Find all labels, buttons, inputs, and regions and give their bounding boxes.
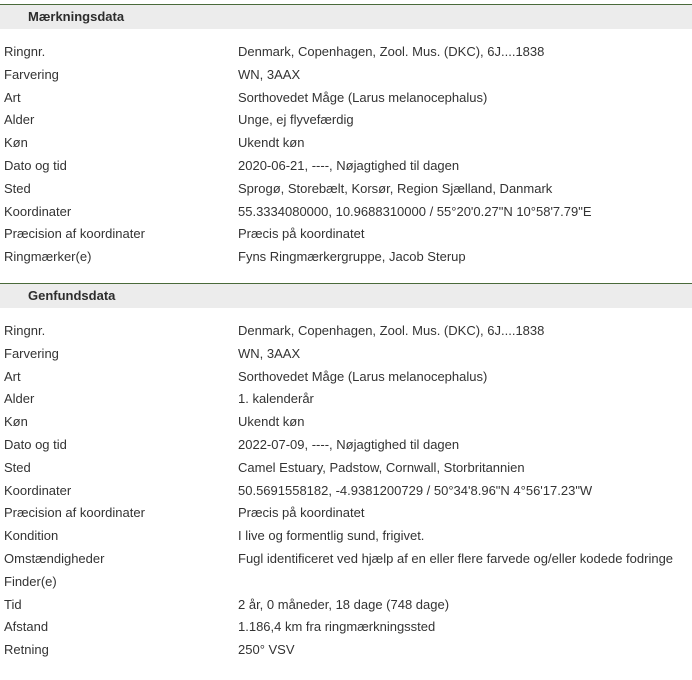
row-label: Koordinater	[4, 203, 72, 219]
row-label: Alder	[4, 391, 35, 407]
row-value: Denmark, Copenhagen, Zool. Mus. (DKC), 6J....1838	[238, 322, 545, 338]
recovery-row	[0, 320, 692, 343]
row-value: Unge, ej flyvefærdig	[238, 112, 354, 128]
row-label: Ringnr.	[4, 44, 46, 59]
recovery-section	[0, 283, 692, 672]
row-label: Art	[4, 89, 21, 105]
row-value: Fyns Ringmærkergruppe, Jacob Sterup	[238, 249, 466, 265]
marking-row	[0, 201, 692, 224]
recovery-section-title: Genfundsdata	[0, 283, 692, 308]
recovery-rows	[0, 308, 692, 672]
row-value: 1. kalenderår	[238, 391, 314, 407]
row-value: Denmark, Copenhagen, Zool. Mus. (DKC), 6J....1838	[238, 44, 545, 59]
row-label: Dato og tid	[4, 436, 67, 452]
recovery-row	[0, 457, 692, 480]
marking-section	[0, 4, 692, 279]
row-value: I live og formentlig sund, frigivet.	[238, 528, 425, 544]
row-label: Omstændigheder	[4, 550, 105, 566]
recovery-row	[0, 480, 692, 503]
recovery-row	[0, 525, 692, 548]
row-value	[234, 571, 692, 594]
row-value: Ukendt køn	[238, 135, 305, 151]
row-label: Finder(e)	[4, 573, 57, 589]
row-label: Ringmærker(e)	[4, 249, 92, 265]
row-value: Ukendt køn	[238, 414, 305, 430]
recovery-row	[0, 571, 692, 594]
recovery-row	[0, 411, 692, 434]
marking-section-title: Mærkningsdata	[0, 4, 692, 29]
row-value: 2022-07-09, ----, Nøjagtighed til dagen	[238, 436, 460, 452]
row-label: Køn	[4, 135, 28, 151]
row-label: Sted	[4, 180, 31, 196]
row-label: Køn	[4, 414, 28, 430]
marking-row	[0, 87, 692, 110]
marking-row	[0, 223, 692, 246]
marking-row	[0, 109, 692, 132]
row-value: Præcis på koordinatet	[238, 226, 365, 242]
recovery-row	[0, 502, 692, 525]
recovery-row	[0, 388, 692, 411]
row-label: Afstand	[4, 619, 49, 635]
row-value: 50.5691558182, -4.9381200729 / 50°34'8.96"N 4°56'17.23"W	[238, 482, 593, 498]
recovery-row	[0, 434, 692, 457]
row-label: Koordinater	[4, 482, 72, 498]
row-label: Tid	[4, 596, 22, 612]
marking-row	[0, 246, 692, 269]
row-value: WN, 3AAX	[238, 66, 301, 82]
row-label: Alder	[4, 112, 35, 128]
row-value: Sorthovedet Måge (Larus melanocephalus)	[238, 368, 488, 384]
recovery-row	[0, 366, 692, 389]
row-value: 55.3334080000, 10.9688310000 / 55°20'0.27"N 10°58'7.79"E	[238, 203, 592, 219]
row-value: 1.186,4 km fra ringmærkningssted	[238, 619, 436, 635]
row-value: 2020-06-21, ----, Nøjagtighed til dagen	[238, 157, 460, 173]
row-label: Sted	[4, 459, 31, 475]
marking-row	[0, 64, 692, 87]
row-label: Retning	[4, 642, 49, 658]
row-label: Ringnr.	[4, 322, 46, 338]
row-label: Farvering	[4, 345, 59, 361]
recovery-row	[0, 639, 692, 662]
row-label: Kondition	[4, 528, 59, 544]
row-label: Dato og tid	[4, 157, 67, 173]
row-value: WN, 3AAX	[238, 345, 301, 361]
row-label: Art	[4, 368, 21, 384]
row-label: Præcision af koordinater	[4, 505, 145, 521]
row-label: Præcision af koordinater	[4, 226, 145, 242]
row-value: Camel Estuary, Padstow, Cornwall, Storbritannien	[238, 459, 525, 475]
marking-row	[0, 155, 692, 178]
row-value: Sorthovedet Måge (Larus melanocephalus)	[238, 89, 488, 105]
row-value: Sprogø, Storebælt, Korsør, Region Sjælland, Danmark	[238, 180, 553, 196]
row-label: Farvering	[4, 66, 59, 82]
marking-row	[0, 41, 692, 64]
recovery-row	[0, 594, 692, 617]
row-value: Præcis på koordinatet	[238, 505, 365, 521]
recovery-row	[0, 616, 692, 639]
marking-row	[0, 178, 692, 201]
recovery-row	[0, 548, 692, 571]
marking-row	[0, 132, 692, 155]
marking-rows	[0, 29, 692, 279]
row-value: 2 år, 0 måneder, 18 dage (748 dage)	[238, 596, 450, 612]
row-value: 250° VSV	[238, 642, 295, 658]
row-value: Fugl identificeret ved hjælp af en eller flere farvede og/eller kodede fodringe	[238, 550, 674, 566]
recovery-row	[0, 343, 692, 366]
